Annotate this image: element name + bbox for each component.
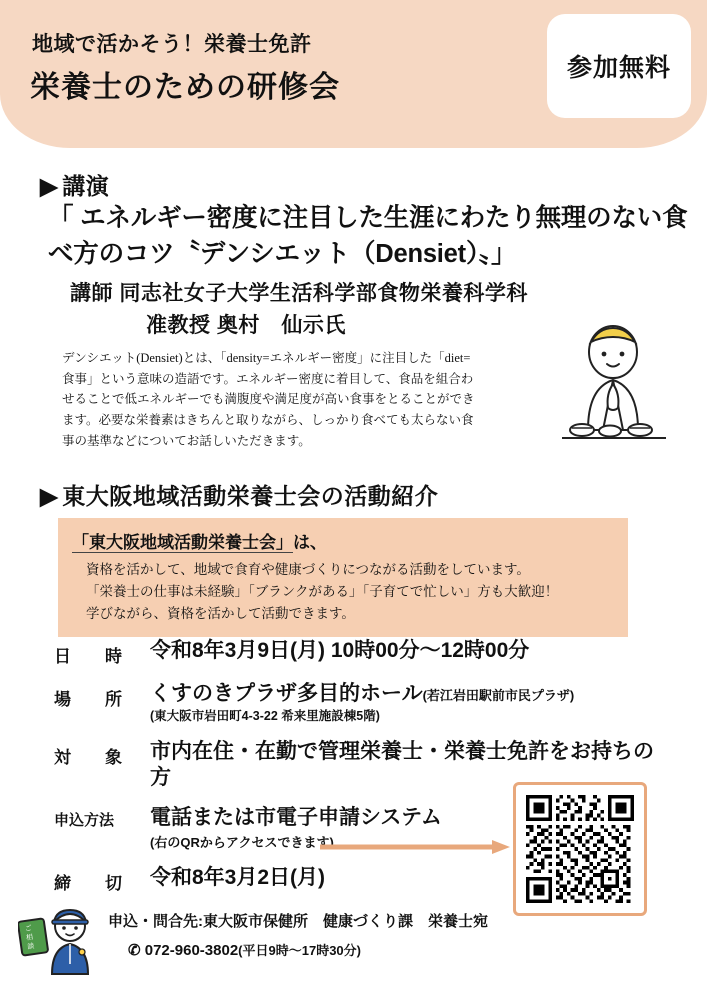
svg-text:相: 相 xyxy=(25,934,34,942)
detail-value-deadline: 令和8年3月2日(月) xyxy=(150,865,326,889)
lecture-description: デンシエット(Densiet)とは、「density=エネルギー密度」に注目した「diet=食事」という意味の造語です。エネルギー密度に着目して、食品を組合わせることで低エネルギーでも満腹度や満足度が高い食事をとることができます。必要な栄養素はきちんと取りながら、しっかり食べても太らない食事の基準などについてお話しいただきます。 xyxy=(62,351,475,448)
detail-value-datetime: 令和8年3月9日(月) 10時00分〜12時00分 xyxy=(150,639,530,662)
header-banner xyxy=(0,0,707,148)
detail-label-application: 申込方法 xyxy=(54,812,115,830)
qr-code-box[interactable] xyxy=(513,782,647,916)
detail-label-deadline: 締 切 xyxy=(54,873,122,893)
activity-section-heading xyxy=(40,478,438,511)
footer-contact: 申込・問合先:東大阪市保健所 健康づくり課 栄養士宛 xyxy=(108,913,488,930)
footer-phone-number: 072-960-3802 xyxy=(144,942,239,959)
lecturer-affiliation: 講師 同志社女子大学生活科学部食物栄養科学科 xyxy=(70,282,528,305)
footer-phone-line xyxy=(128,940,361,959)
arrow-to-qr-icon xyxy=(320,840,510,854)
phone-icon: ✆ xyxy=(128,942,141,959)
activity-heading-label: 東大阪地域活動栄養士会の活動紹介 xyxy=(62,483,439,509)
activity-group-line xyxy=(72,528,614,553)
activity-intro-line-2: 「栄養士の仕事は未経験」「ブランクがある」「子育てで忙しい」方も大歓迎！ xyxy=(86,583,559,599)
page-title: 栄養士のための研修会 xyxy=(30,71,340,104)
detail-row-datetime xyxy=(54,638,654,667)
lecture-section-heading xyxy=(40,168,109,201)
activity-intro-line-1: 資格を活かして、地域で食育や健康づくりにつながる活動をしています。 xyxy=(86,562,530,577)
activity-intro-box xyxy=(58,518,628,637)
triangle-bullet-icon: ▶ xyxy=(40,173,59,199)
qr-code-icon[interactable] xyxy=(526,795,634,903)
lecturer-illustration-icon xyxy=(548,318,678,458)
detail-label-datetime: 日 時 xyxy=(54,647,122,666)
activity-intro-line-3: 学びながら、資格を活かして活動できます。 xyxy=(86,605,355,621)
detail-value-venue xyxy=(150,681,574,725)
free-admission-label: 参加無料 xyxy=(566,54,671,82)
mascot-illustration-icon xyxy=(18,896,102,980)
detail-value-target: 市内在住・在勤で管理栄養士・栄養士免許をお持ちの方 xyxy=(150,739,654,790)
detail-label-target: 対 象 xyxy=(54,747,122,767)
svg-text:ご: ご xyxy=(24,925,33,934)
activity-group-name: 「東大阪地域活動栄養士会」 xyxy=(72,533,293,552)
svg-text:談: 談 xyxy=(26,942,35,951)
header-subtitle: 地域で活かそう！栄養士免許 xyxy=(32,33,312,56)
lecture-title: 「 エネルギー密度に注目した生涯にわたり無理のない食べ方のコツ〝デンシエット（Densiet）〟」 xyxy=(48,204,688,269)
free-admission-badge xyxy=(547,14,691,118)
activity-group-tail: は、 xyxy=(293,533,327,552)
application-method: 電話または市電子申請システム xyxy=(150,806,442,830)
triangle-bullet-icon-2: ▶ xyxy=(40,483,59,509)
venue-name: くすのきプラザ多目的ホール xyxy=(150,682,423,705)
detail-row-venue xyxy=(54,681,654,725)
activity-intro-text xyxy=(72,559,614,625)
lecturer-name: 准教授 奥村 仙示氏 xyxy=(146,313,346,337)
lecture-heading-label: 講演 xyxy=(62,173,110,199)
footer-phone-hours: (平日9時〜17時30分) xyxy=(238,943,361,958)
application-note: (右のQRからアクセスできます) xyxy=(150,834,334,850)
venue-alt-name: (若江岩田駅前市民プラザ) xyxy=(422,688,575,703)
detail-label-venue: 場 所 xyxy=(54,690,122,709)
venue-address: (東大阪市岩田町4-3-22 希来里施設棟5階) xyxy=(150,709,380,724)
